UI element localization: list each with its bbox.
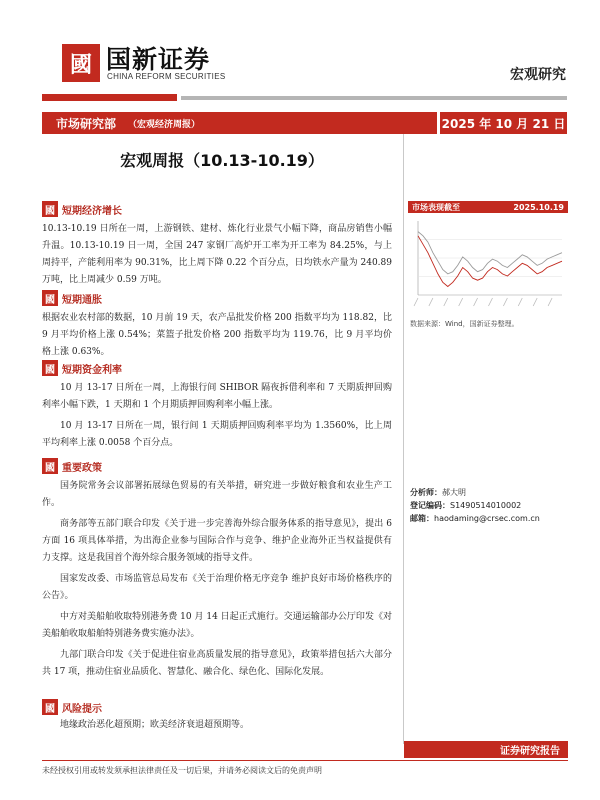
x-tick-mark <box>429 298 433 306</box>
analyst-label: 分析师： <box>410 488 442 497</box>
x-tick-mark <box>444 298 448 306</box>
section-header <box>42 201 392 217</box>
analyst-name: 郝大明 <box>442 488 466 497</box>
email-row <box>410 512 540 525</box>
cert-row <box>410 499 540 512</box>
paragraph: 国务院常务会议部署拓展绿色贸易的有关举措，研究进一步做好粮食和农业生产工作。 <box>42 481 392 508</box>
x-tick-mark <box>503 298 507 306</box>
header-stripe-gray <box>181 96 567 100</box>
paragraph: 中方对美船舶收取特别港务费 10 月 14 日起正式施行。交通运输部办公厅印发《对美船舶收取船舶特别港务费实施办法》。 <box>42 612 392 639</box>
x-tick-mark <box>414 298 418 306</box>
paragraph: 10.13-10.19 日所在一周，上游钢铁、建材、炼化行业景气小幅下降，商品房销售小幅升温。10.13-10.19 日一周，全国 247 家钢厂高炉开工率为开工率为 84.25%，与上周持平，产能利用率为 90.31%，比上周下降 0.22 个百分点，日均铁水产量为 240.89 万吨，比上周减少 0.59 万吨。 <box>42 224 392 285</box>
cert-label: 登记编码： <box>410 501 450 510</box>
department-name: 市场研究部 <box>56 116 117 131</box>
analyst-email: haodaming@crsec.com.cn <box>434 514 540 523</box>
section-title: 短期经济增长 <box>62 205 122 217</box>
section-header <box>42 290 392 306</box>
paragraph: 根据农业农村部的数据，10 月前 19 天，农产品批发价格 200 指数平均为 118.82，比 9 月平均价格上涨 0.54%；菜篮子批发价格 200 指数平均为 119.76，比 9 月平均价格上涨 0.63%。 <box>42 313 392 357</box>
report-badge: 证券研究报告 <box>404 741 568 758</box>
x-tick-mark <box>488 298 492 306</box>
section-risk <box>42 699 392 734</box>
paragraph: 10 月 13-17 日所在一周，上海银行间 SHIBOR 隔夜拆借利率和 7 天期质押回购利率小幅下跌，1 天期和 1 个月期质押回购利率小幅上涨。 <box>42 383 392 410</box>
x-tick-mark <box>548 298 552 306</box>
section-title: 风险提示 <box>62 703 102 715</box>
paragraph: 地缘政治恶化超预期；欧美经济衰退超预期等。 <box>60 720 250 730</box>
report-header <box>0 0 600 100</box>
logo-name-cn: 国新证券 <box>106 45 211 74</box>
section-title: 短期资金利率 <box>62 364 122 376</box>
market-chart-date: 2025.10.19 <box>513 202 564 212</box>
section-logo-icon: 國 <box>42 699 58 715</box>
report-date: 2025 年 10 月 21 日 <box>437 112 567 134</box>
section-header <box>42 360 392 376</box>
section-logo-icon: 國 <box>42 458 58 474</box>
section-logo-icon: 國 <box>42 201 58 217</box>
section-header <box>42 699 392 715</box>
department-bar <box>42 112 567 134</box>
report-title: 宏观周报（10.13-10.19） <box>120 151 324 170</box>
report-series: （宏观经济周报） <box>128 119 201 130</box>
chart-source: 数据来源：Wind，国新证券整理。 <box>410 320 519 328</box>
disclaimer: 未经授权引用或转发须承担法律责任及一切后果，并请务必阅读文后的免责声明 <box>42 766 322 775</box>
footer-line <box>42 760 568 761</box>
section-header <box>42 458 392 474</box>
section-logo-icon: 國 <box>42 290 58 306</box>
x-tick-mark <box>474 298 478 306</box>
section-policy <box>42 458 392 681</box>
section-rates <box>42 360 392 452</box>
logo-name-en: CHINA REFORM SECURITIES <box>107 72 226 81</box>
column-divider <box>403 134 404 744</box>
x-tick-mark <box>459 298 463 306</box>
email-label: 邮箱： <box>410 514 434 523</box>
report-type: 宏观研究 <box>510 67 566 83</box>
paragraph: 商务部等五部门联合印发《关于进一步完善海外综合服务体系的指导意见》，提出 6 方面 16 项具体举措，为出海企业参与国际合作与竞争、维护企业海外正当权益提供有力支撑。这是我国首个海外综合服务领域的指导文件。 <box>42 519 392 563</box>
market-performance-chart <box>408 213 568 313</box>
paragraph: 九部门联合印发《关于促进住宿业高质量发展的指导意见》，政策举措包括六大部分共 17 项，推动住宿业品质化、智慧化、融合化、绿色化、国际化发展。 <box>42 650 392 677</box>
section-title: 短期通胀 <box>62 294 102 306</box>
section-logo-icon: 國 <box>42 360 58 376</box>
analyst-row <box>410 486 540 499</box>
header-stripe-red <box>42 94 177 101</box>
paragraph: 国家发改委、市场监管总局发布《关于治理价格无序竞争 维护良好市场价格秩序的公告》。 <box>42 574 392 601</box>
x-tick-mark <box>518 298 522 306</box>
section-title: 重要政策 <box>62 462 102 474</box>
cert-number: S1490514010002 <box>450 501 522 510</box>
logo-mark <box>62 44 100 82</box>
logo-glyph: 國 <box>69 52 92 78</box>
section-growth <box>42 201 392 289</box>
market-chart-header <box>408 201 568 213</box>
market-chart-title: 市场表现截至 <box>412 202 460 212</box>
x-tick-mark <box>533 298 537 306</box>
series-line-0 <box>418 232 562 274</box>
analyst-info <box>410 486 540 525</box>
section-inflation <box>42 290 392 361</box>
paragraph: 10 月 13-17 日所在一周，银行间 1 天期质押回购利率平均为 1.3560%，比上周平均利率上涨 0.0058 个百分点。 <box>42 421 392 448</box>
